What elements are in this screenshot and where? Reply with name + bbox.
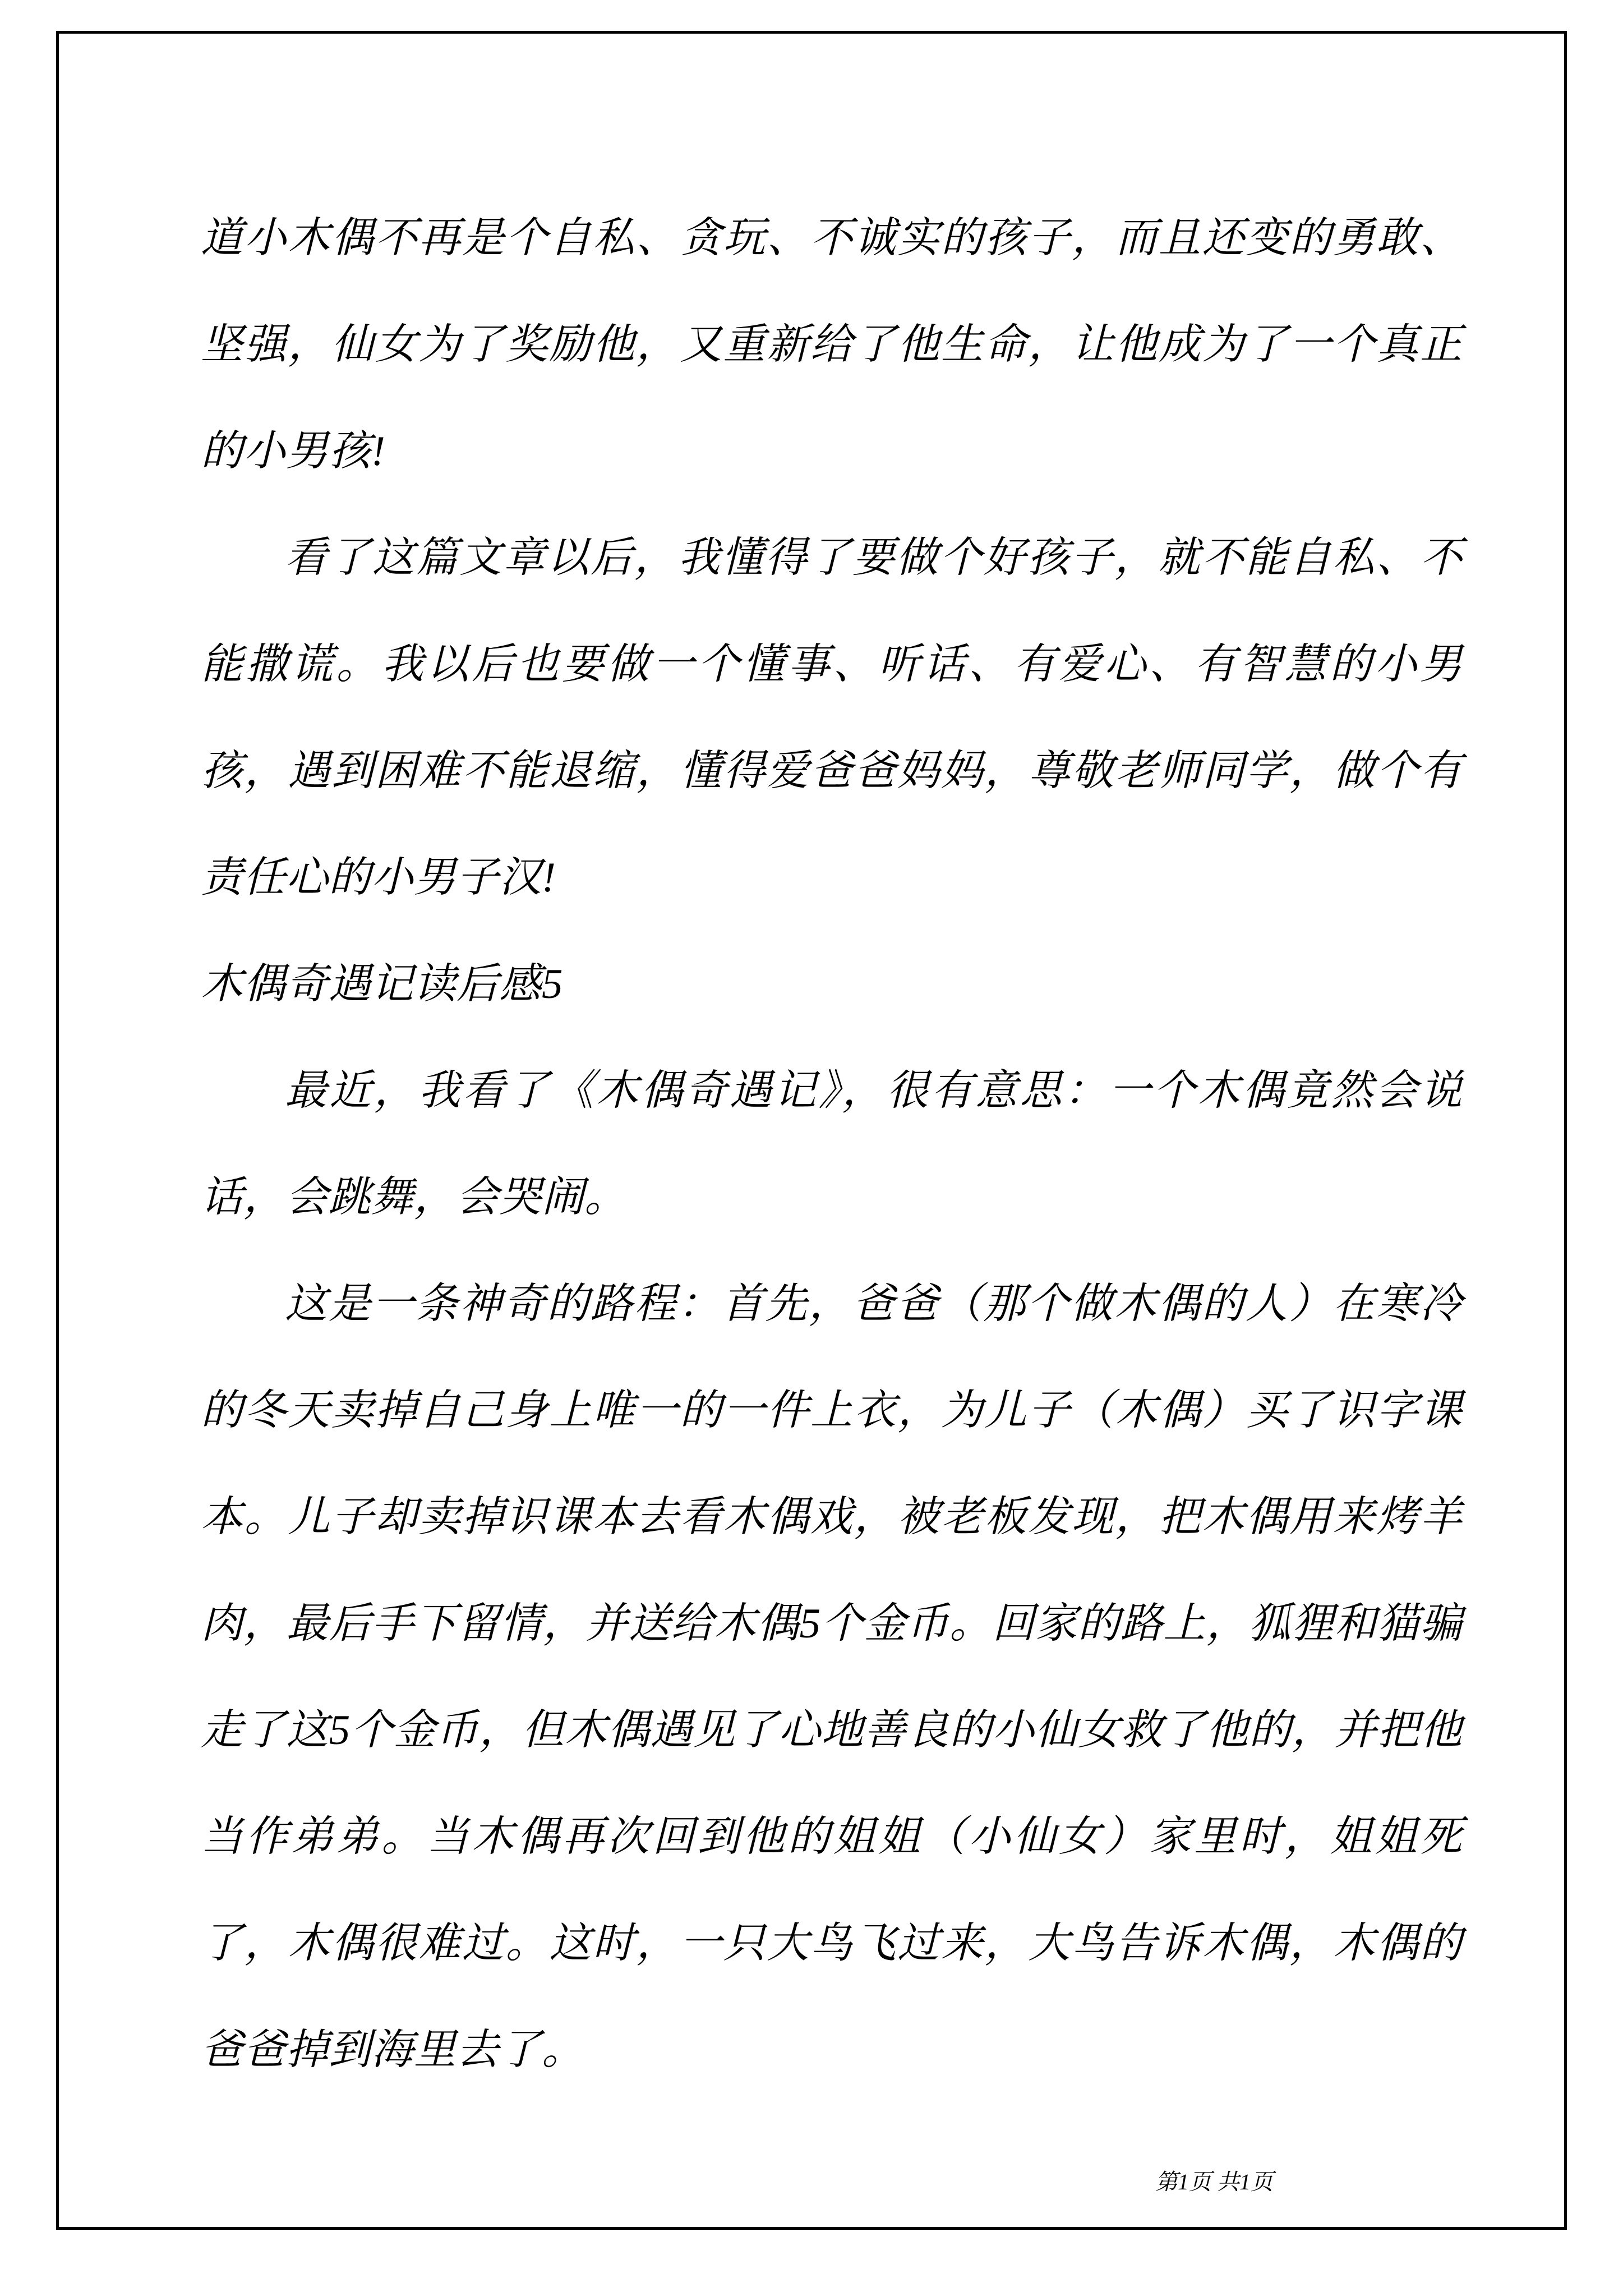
section-heading: 木偶奇遇记读后感5 <box>201 961 564 1007</box>
paragraph: 最近，我看了《木偶奇遇记》，很有意思：一个木偶竟然会说话，会跳舞，会哭闹。 <box>201 1068 1463 1221</box>
page-footer <box>0 2164 1273 2196</box>
document-body <box>201 185 1463 2104</box>
paragraph: 这是一条神奇的路程：首先，爸爸（那个做木偶的人）在寒冷的冬天卖掉自己身上唯一的一件上衣，为儿子（木偶）买了识字课本。儿子却卖掉识课本去看木偶戏，被老板发现，把木偶用来烤羊肉，最后手下留情，并送给木偶5个金币。回家的路上，狐狸和猫骗走了这5个金币，但木偶遇见了心地善良的小仙女救了他的，并把他当作弟弟。当木偶再次回到他的姐姐（小仙女）家里时，姐姐死了，木偶很难过。这时，一只大鸟飞过来，大鸟告诉木偶，木偶的爸爸掉到海里去了。 <box>201 1281 1463 2073</box>
paragraph-continuation: 道小木偶不再是个自私、贪玩、不诚实的孩子，而且还变的勇敢、坚强，仙女为了奖励他，又重新给了他生命，让他成为了一个真正的小男孩! <box>201 215 1463 475</box>
page-number-indicator: 第1页 共1页 <box>1155 2169 1273 2194</box>
paragraph: 看了这篇文章以后，我懂得了要做个好孩子，就不能自私、不能撒谎。我以后也要做一个懂事、听话、有爱心、有智慧的小男孩，遇到困难不能退缩，懂得爱爸爸妈妈，尊敬老师同学，做个有责任心的小男子汉! <box>201 535 1463 901</box>
